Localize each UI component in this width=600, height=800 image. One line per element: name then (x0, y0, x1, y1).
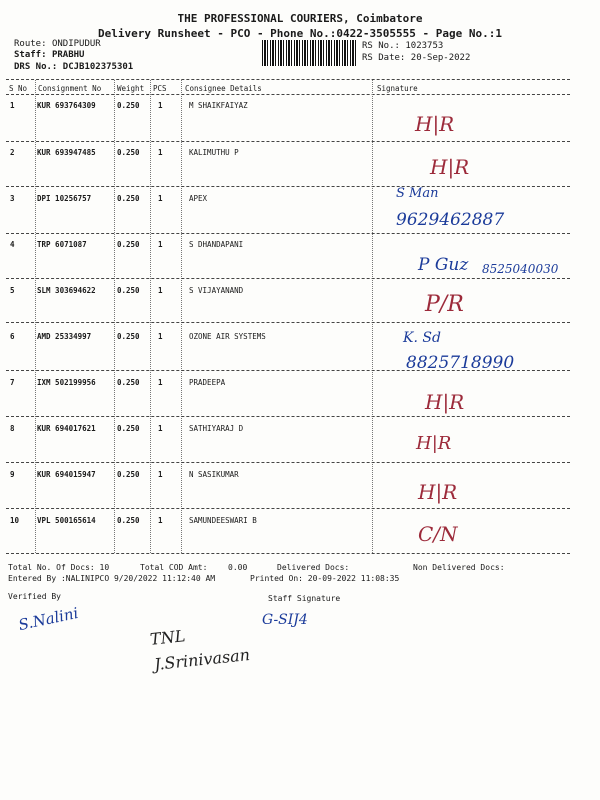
row-consignee: OZONE AIR SYSTEMS (189, 332, 266, 341)
row-signature: C/N (418, 522, 458, 546)
row-consignment: KUR 694017621 (37, 424, 96, 433)
row-pcs: 1 (158, 424, 163, 433)
col-divider (35, 80, 36, 553)
barcode (262, 40, 357, 66)
rs-no-line (362, 41, 443, 51)
route-label: Route: (14, 39, 47, 49)
drs-line (14, 62, 133, 72)
row-pcs: 1 (158, 378, 163, 387)
row-consignment: DPI 10256757 (37, 194, 92, 203)
row-signature: P/R (425, 292, 464, 317)
staff-value: PRABHU (51, 50, 85, 60)
row-rule (6, 416, 570, 417)
row-consignee: S DHANDAPANI (189, 240, 244, 249)
delivered-docs: Delivered Docs: (277, 563, 350, 572)
table-bottom-rule (6, 553, 570, 554)
staff-signature-mark: G-SIJ4 (262, 612, 308, 628)
row-weight: 0.250 (117, 148, 140, 157)
row-signature-note: 9629462887 (396, 210, 505, 230)
table-header-rule (6, 94, 570, 95)
col-divider (372, 80, 373, 553)
row-consignee: S VIJAYANAND (189, 286, 244, 295)
row-pcs: 1 (158, 332, 163, 341)
rs-no-label: RS No.: (362, 41, 400, 51)
row-sno: 7 (10, 378, 15, 387)
row-consignee: SATHIYARAJ D (189, 424, 244, 433)
row-weight: 0.250 (117, 516, 140, 525)
verified-signature: S.Nalini (16, 603, 80, 635)
col-header-weight: Weight (117, 84, 145, 93)
row-consignee: KALIMUTHU P (189, 148, 239, 157)
row-weight: 0.250 (117, 101, 140, 110)
drs-label: DRS No.: (14, 62, 58, 72)
total-cod-label: Total COD Amt: (140, 563, 208, 572)
row-rule (6, 233, 570, 234)
col-divider (150, 80, 151, 553)
staff-initials: TNL (149, 626, 187, 649)
staff-signature-label: Staff Signature (268, 594, 341, 603)
row-signature: K. Sd (403, 330, 441, 346)
total-docs: Total No. Of Docs: 10 (8, 563, 110, 572)
row-signature: H|R (430, 155, 470, 179)
company-title: THE PROFESSIONAL COURIERS, Coimbatore (177, 12, 423, 25)
col-header-consignment: Consignment No (38, 84, 102, 93)
col-header-signature: Signature (377, 84, 418, 93)
row-consignment: KUR 693947485 (37, 148, 96, 157)
row-sno: 9 (10, 470, 15, 479)
row-consignment: IXM 502199956 (37, 378, 96, 387)
row-rule (6, 508, 570, 509)
row-pcs: 1 (158, 516, 163, 525)
staff-line (14, 50, 84, 60)
row-rule (6, 278, 570, 279)
row-signature: H|R (415, 112, 455, 136)
row-consignment: AMD 25334997 (37, 332, 92, 341)
row-weight: 0.250 (117, 194, 140, 203)
row-weight: 0.250 (117, 286, 140, 295)
row-rule (6, 141, 570, 142)
row-pcs: 1 (158, 148, 163, 157)
row-weight: 0.250 (117, 424, 140, 433)
row-consignment: KUR 693764309 (37, 101, 96, 110)
col-header-sno: S No (9, 84, 28, 93)
row-sno: 8 (10, 424, 15, 433)
row-sno: 10 (10, 516, 20, 525)
row-pcs: 1 (158, 470, 163, 479)
verified-by-label: Verified By (8, 592, 61, 601)
staff-label: Staff: (14, 50, 47, 60)
row-signature-note: 8525040030 (482, 262, 559, 276)
row-consignment: VPL 500165614 (37, 516, 96, 525)
entered-by: Entered By :NALINIPCO 9/20/2022 11:12:40 AM (8, 574, 216, 583)
row-consignee: M SHAIKFAIYAZ (189, 101, 248, 110)
row-rule (6, 462, 570, 463)
row-consignee: N SASIKUMAR (189, 470, 239, 479)
runsheet-subtitle: Delivery Runsheet - PCO - Phone No.:0422-3505555 - Page No.:1 (98, 27, 502, 40)
row-weight: 0.250 (117, 378, 140, 387)
row-consignment: TRP 6071087 (37, 240, 87, 249)
staff-signature: J.Srinivasan (153, 645, 251, 674)
non-delivered-docs: Non Delivered Docs: (413, 563, 505, 572)
rs-date-line (362, 53, 470, 63)
row-consignment: KUR 694015947 (37, 470, 96, 479)
drs-value: DCJB102375301 (62, 62, 134, 72)
row-signature: H|R (425, 390, 465, 414)
row-pcs: 1 (158, 286, 163, 295)
row-consignee: PRADEEPA (189, 378, 226, 387)
row-signature: S Man (396, 186, 439, 201)
row-consignee: APEX (189, 194, 208, 203)
total-cod-value: 0.00 (228, 563, 248, 572)
row-sno: 6 (10, 332, 15, 341)
row-signature: P Guz (418, 255, 469, 275)
row-sno: 5 (10, 286, 15, 295)
row-weight: 0.250 (117, 332, 140, 341)
col-header-pcs: PCS (153, 84, 167, 93)
printed-on: Printed On: 20-09-2022 11:08:35 (250, 574, 400, 583)
row-pcs: 1 (158, 194, 163, 203)
rs-no-value: 1023753 (405, 41, 444, 51)
rs-date-value: 20-Sep-2022 (410, 53, 471, 63)
col-divider (114, 80, 115, 553)
row-sno: 2 (10, 148, 15, 157)
row-rule (6, 322, 570, 323)
row-rule (6, 370, 570, 371)
row-weight: 0.250 (117, 240, 140, 249)
row-sno: 4 (10, 240, 15, 249)
row-consignee: SAMUNDEESWARI B (189, 516, 257, 525)
rs-date-label: RS Date: (362, 53, 406, 63)
row-weight: 0.250 (117, 470, 140, 479)
row-sno: 1 (10, 101, 15, 110)
row-pcs: 1 (158, 240, 163, 249)
table-top-rule (6, 79, 570, 80)
row-signature: H|R (416, 433, 452, 454)
route-line (14, 39, 101, 49)
row-consignment: SLM 303694622 (37, 286, 96, 295)
route-value: ONDIPUDUR (51, 39, 101, 49)
row-signature: H|R (418, 480, 458, 504)
row-signature-note: 8825718990 (406, 353, 515, 373)
col-divider (181, 80, 182, 553)
row-pcs: 1 (158, 101, 163, 110)
col-header-consignee: Consignee Details (185, 84, 262, 93)
row-rule (6, 186, 570, 187)
row-sno: 3 (10, 194, 15, 203)
